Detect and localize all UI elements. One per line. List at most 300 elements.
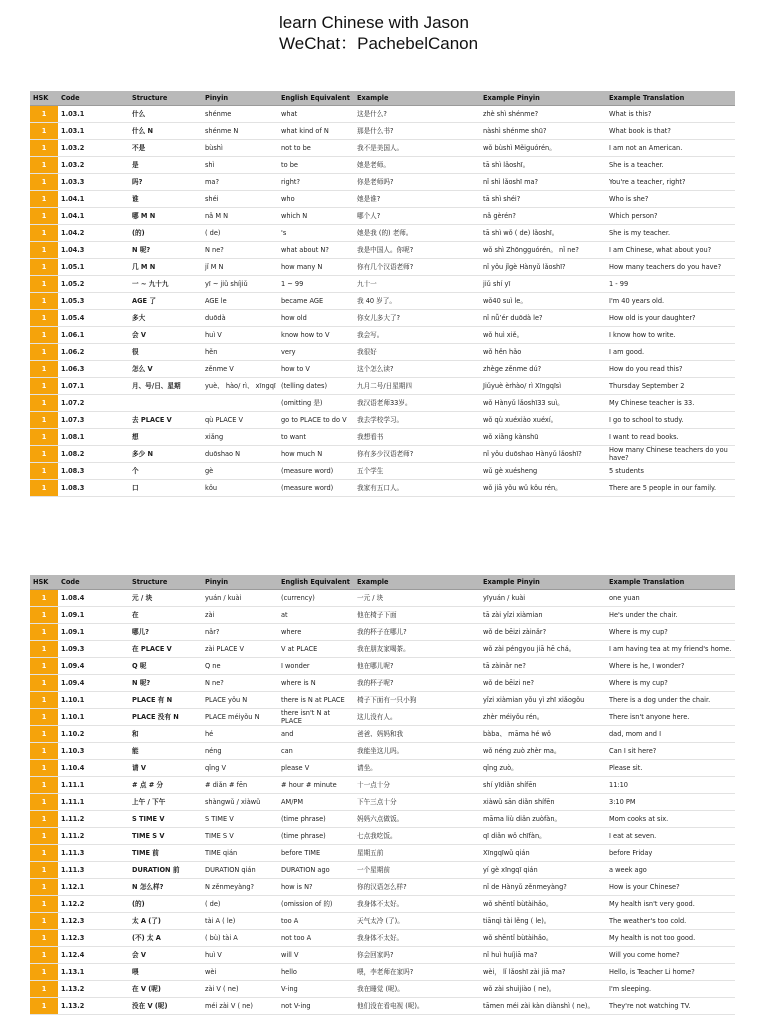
- translation-cell: I'm sleeping.: [606, 981, 735, 998]
- example-pinyin-cell: Jiǔyuè èrhào/ rì Xīngqīsì: [480, 378, 606, 395]
- blank-cell: [86, 327, 129, 344]
- structure-cell: S TIME V: [129, 811, 202, 828]
- structure-cell: 个: [129, 463, 202, 480]
- code-cell: 1.11.2: [58, 828, 86, 845]
- pinyin-cell: shénme N: [202, 123, 278, 140]
- pinyin-cell: shénme: [202, 106, 278, 123]
- table-row: [30, 607, 735, 624]
- structure-cell: 去 PLACE V: [129, 412, 202, 429]
- example-pinyin-cell: nàshì shénme shū?: [480, 123, 606, 140]
- table-row: [30, 862, 735, 879]
- table-row: [30, 225, 735, 242]
- pinyin-cell: TIME S V: [202, 828, 278, 845]
- table-row: [30, 242, 735, 259]
- structure-cell: (不) 太 A: [129, 930, 202, 947]
- pinyin-cell: shéi: [202, 191, 278, 208]
- code-cell: 1.04.1: [58, 191, 86, 208]
- translation-cell: Hello, is Teacher Li home?: [606, 964, 735, 981]
- english-cell: how is N?: [278, 879, 354, 896]
- translation-cell: What book is that?: [606, 123, 735, 140]
- example-cell: 喂，李老师在家吗?: [354, 964, 480, 981]
- example-pinyin-cell: wǒ qù xuéxiào xuéxí。: [480, 412, 606, 429]
- table-row: [30, 276, 735, 293]
- translation-cell: 5 students: [606, 463, 735, 480]
- hsk-cell: 1: [30, 429, 58, 446]
- english-cell: DURATION ago: [278, 862, 354, 879]
- example-cell: 我身体不太好。: [354, 930, 480, 947]
- translation-cell: There isn't anyone here.: [606, 709, 735, 726]
- example-cell: 你的汉语怎么样?: [354, 879, 480, 896]
- example-cell: 五个学生: [354, 463, 480, 480]
- translation-cell: Where is my cup?: [606, 675, 735, 692]
- translation-cell: 3:10 PM: [606, 794, 735, 811]
- pinyin-cell: méi zài V ( ne): [202, 998, 278, 1015]
- table-row: [30, 692, 735, 709]
- example-cell: 哪个人?: [354, 208, 480, 225]
- code-cell: 1.04.1: [58, 208, 86, 225]
- example-pinyin-cell: wǒ de bēizi ne?: [480, 675, 606, 692]
- example-pinyin-cell: wǒ huì xiě。: [480, 327, 606, 344]
- hsk-cell: 1: [30, 811, 58, 828]
- blank-cell: [86, 191, 129, 208]
- structure-cell: 请 V: [129, 760, 202, 777]
- code-cell: 1.03.1: [58, 106, 86, 123]
- hsk-cell: 1: [30, 879, 58, 896]
- code-cell: 1.06.3: [58, 361, 86, 378]
- hsk-cell: 1: [30, 641, 58, 658]
- example-pinyin-cell: yǐzi xiàmian yǒu yì zhī xiǎogǒu: [480, 692, 606, 709]
- example-cell: 我是中国人。你呢?: [354, 242, 480, 259]
- example-pinyin-cell: wǒ Hànyǔ lǎoshī33 suì。: [480, 395, 606, 412]
- example-cell: 椅子下面有一只小狗: [354, 692, 480, 709]
- pinyin-cell: qù PLACE V: [202, 412, 278, 429]
- example-pinyin-cell: tāmen méi zài kàn diànshì ( ne)。: [480, 998, 606, 1015]
- example-cell: 你是老师吗?: [354, 174, 480, 191]
- english-cell: which N: [278, 208, 354, 225]
- english-cell: go to PLACE to do V: [278, 412, 354, 429]
- blank-cell: [86, 692, 129, 709]
- blank-cell: [86, 123, 129, 140]
- translation-cell: Please sit.: [606, 760, 735, 777]
- column-header-pinyin: Pinyin: [202, 91, 278, 106]
- code-cell: 1.08.3: [58, 480, 86, 497]
- english-cell: not V-ing: [278, 998, 354, 1015]
- example-pinyin-cell: zhège zěnme dú?: [480, 361, 606, 378]
- structure-cell: (的): [129, 896, 202, 913]
- pinyin-cell: huì V: [202, 947, 278, 964]
- example-cell: 我不是美国人。: [354, 140, 480, 157]
- english-cell: (omission of 的): [278, 896, 354, 913]
- translation-cell: They're not watching TV.: [606, 998, 735, 1015]
- english-cell: how much N: [278, 446, 354, 463]
- document-header: [279, 12, 478, 54]
- pinyin-cell: bùshì: [202, 140, 278, 157]
- example-cell: 我身体不太好。: [354, 896, 480, 913]
- example-cell: 我的杯子在哪儿?: [354, 624, 480, 641]
- hsk-cell: 1: [30, 726, 58, 743]
- english-cell: right?: [278, 174, 354, 191]
- hsk-cell: 1: [30, 743, 58, 760]
- example-cell: 你女儿多大了?: [354, 310, 480, 327]
- blank-cell: [86, 293, 129, 310]
- pinyin-cell: PLACE méiyǒu N: [202, 709, 278, 726]
- pinyin-cell: ma?: [202, 174, 278, 191]
- translation-cell: She is my teacher.: [606, 225, 735, 242]
- example-pinyin-cell: tā shì shéi?: [480, 191, 606, 208]
- structure-cell: 几 M N: [129, 259, 202, 276]
- translation-cell: She is a teacher.: [606, 157, 735, 174]
- column-header-pinyin: Pinyin: [202, 575, 278, 590]
- structure-cell: (的): [129, 225, 202, 242]
- pinyin-cell: gè: [202, 463, 278, 480]
- table-row: [30, 412, 735, 429]
- structure-cell: 上午 / 下午: [129, 794, 202, 811]
- table-row: [30, 947, 735, 964]
- example-pinyin-cell: māma liù diǎn zuòfàn。: [480, 811, 606, 828]
- structure-cell: 在: [129, 607, 202, 624]
- code-cell: 1.11.3: [58, 845, 86, 862]
- example-pinyin-cell: tiānqì tài lěng ( le)。: [480, 913, 606, 930]
- blank-cell: [86, 641, 129, 658]
- hsk-cell: 1: [30, 446, 58, 463]
- example-pinyin-cell: zhèr méiyǒu rén。: [480, 709, 606, 726]
- structure-cell: 多大: [129, 310, 202, 327]
- translation-cell: How many teachers do you have?: [606, 259, 735, 276]
- table-row: [30, 794, 735, 811]
- english-cell: V at PLACE: [278, 641, 354, 658]
- english-cell: to want: [278, 429, 354, 446]
- code-cell: 1.06.2: [58, 344, 86, 361]
- english-cell: please V: [278, 760, 354, 777]
- blank-cell: [86, 225, 129, 242]
- example-cell: 他在哪儿呢?: [354, 658, 480, 675]
- hsk-cell: 1: [30, 480, 58, 497]
- example-cell: 她是谁?: [354, 191, 480, 208]
- hsk-cell: 1: [30, 378, 58, 395]
- structure-cell: 多少 N: [129, 446, 202, 463]
- pinyin-cell: qǐng V: [202, 760, 278, 777]
- blank-cell: [86, 106, 129, 123]
- english-cell: (measure word): [278, 480, 354, 497]
- hsk-cell: 1: [30, 709, 58, 726]
- pinyin-cell: shì: [202, 157, 278, 174]
- hsk-cell: 1: [30, 463, 58, 480]
- hsk-cell: 1: [30, 998, 58, 1015]
- translation-cell: I want to read books.: [606, 429, 735, 446]
- hsk-cell: 1: [30, 242, 58, 259]
- pinyin-cell: DURATION qián: [202, 862, 278, 879]
- structure-cell: 在 V (呢): [129, 981, 202, 998]
- table-row: [30, 930, 735, 947]
- blank-cell: [86, 828, 129, 845]
- example-cell: 你有多少汉语老师?: [354, 446, 480, 463]
- example-cell: 这儿没有人。: [354, 709, 480, 726]
- pinyin-cell: # diǎn # fēn: [202, 777, 278, 794]
- example-pinyin-cell: wǒ bùshì Měiguórén。: [480, 140, 606, 157]
- code-cell: 1.05.2: [58, 276, 86, 293]
- english-cell: what kind of N: [278, 123, 354, 140]
- example-pinyin-cell: yīyuán / kuài: [480, 590, 606, 607]
- structure-cell: [129, 395, 202, 412]
- example-pinyin-cell: bàba、 māma hé wǒ: [480, 726, 606, 743]
- example-cell: 我在朋友家喝茶。: [354, 641, 480, 658]
- structure-cell: 哪儿?: [129, 624, 202, 641]
- translation-cell: one yuan: [606, 590, 735, 607]
- code-cell: 1.10.1: [58, 709, 86, 726]
- translation-cell: Mom cooks at six.: [606, 811, 735, 828]
- grammar-table: [30, 91, 735, 497]
- column-header-english: English Equivalent: [278, 575, 354, 590]
- column-header-english: English Equivalent: [278, 91, 354, 106]
- english-cell: not to be: [278, 140, 354, 157]
- blank-cell: [86, 998, 129, 1015]
- blank-cell: [86, 811, 129, 828]
- grammar-table: [30, 575, 735, 1015]
- english-cell: (currency): [278, 590, 354, 607]
- code-cell: 1.08.3: [58, 463, 86, 480]
- hsk-cell: 1: [30, 607, 58, 624]
- column-header-code: Code: [58, 575, 86, 590]
- example-cell: 爸爸、妈妈和我: [354, 726, 480, 743]
- code-cell: 1.10.3: [58, 743, 86, 760]
- code-cell: 1.10.4: [58, 760, 86, 777]
- pinyin-cell: PLACE yǒu N: [202, 692, 278, 709]
- blank-cell: [86, 964, 129, 981]
- table-row: [30, 743, 735, 760]
- blank-cell: [86, 675, 129, 692]
- code-cell: 1.12.3: [58, 913, 86, 930]
- structure-cell: 会 V: [129, 327, 202, 344]
- blank-cell: [86, 378, 129, 395]
- pinyin-cell: S TIME V: [202, 811, 278, 828]
- example-pinyin-cell: wǒ hěn hǎo: [480, 344, 606, 361]
- hsk-cell: 1: [30, 327, 58, 344]
- english-cell: (time phrase): [278, 828, 354, 845]
- translation-cell: How many Chinese teachers do you have?: [606, 446, 735, 463]
- english-cell: will V: [278, 947, 354, 964]
- example-cell: 我 40 岁了。: [354, 293, 480, 310]
- table-row: [30, 140, 735, 157]
- table-row: [30, 675, 735, 692]
- blank-cell: [86, 947, 129, 964]
- pinyin-cell: TIME qián: [202, 845, 278, 862]
- blank-cell: [86, 140, 129, 157]
- table-row: [30, 998, 735, 1015]
- pinyin-cell: ( de): [202, 225, 278, 242]
- translation-cell: I'm 40 years old.: [606, 293, 735, 310]
- pinyin-cell: ( de): [202, 896, 278, 913]
- hsk-cell: 1: [30, 828, 58, 845]
- english-cell: there isn't N at PLACE: [278, 709, 354, 726]
- table-row: [30, 709, 735, 726]
- blank-cell: [86, 344, 129, 361]
- table-row: [30, 828, 735, 845]
- code-cell: 1.09.1: [58, 607, 86, 624]
- header-title: learn Chinese with Jason: [279, 13, 469, 32]
- table-row: [30, 208, 735, 225]
- structure-cell: 是: [129, 157, 202, 174]
- example-cell: 天气太冷 (了)。: [354, 913, 480, 930]
- blank-cell: [86, 463, 129, 480]
- example-cell: 这个怎么读?: [354, 361, 480, 378]
- structure-cell: 太 A (了): [129, 913, 202, 930]
- translation-cell: He's under the chair.: [606, 607, 735, 624]
- code-cell: 1.11.3: [58, 862, 86, 879]
- english-cell: not too A: [278, 930, 354, 947]
- table-row: [30, 726, 735, 743]
- hsk-cell: 1: [30, 675, 58, 692]
- translation-cell: Thursday September 2: [606, 378, 735, 395]
- table-row: [30, 879, 735, 896]
- example-pinyin-cell: wǒ néng zuò zhèr ma。: [480, 743, 606, 760]
- hsk-cell: 1: [30, 913, 58, 930]
- table-row: [30, 157, 735, 174]
- structure-cell: N 怎么样?: [129, 879, 202, 896]
- structure-cell: N 呢?: [129, 675, 202, 692]
- code-cell: 1.13.2: [58, 998, 86, 1015]
- example-cell: 七点我吃饭。: [354, 828, 480, 845]
- blank-cell: [86, 361, 129, 378]
- english-cell: who: [278, 191, 354, 208]
- column-header-hsk: HSK: [30, 91, 58, 106]
- column-header-structure: Structure: [129, 91, 202, 106]
- english-cell: where: [278, 624, 354, 641]
- structure-cell: # 点 # 分: [129, 777, 202, 794]
- example-pinyin-cell: wǒ jiā yǒu wǔ kǒu rén。: [480, 480, 606, 497]
- example-cell: 我会写。: [354, 327, 480, 344]
- translation-cell: How is your Chinese?: [606, 879, 735, 896]
- structure-cell: Q 呢: [129, 658, 202, 675]
- translation-cell: I am good.: [606, 344, 735, 361]
- column-header-translation: Example Translation: [606, 91, 735, 106]
- pinyin-cell: jǐ M N: [202, 259, 278, 276]
- header-contact: WeChat：PachebelCanon: [279, 34, 479, 53]
- code-cell: 1.12.1: [58, 879, 86, 896]
- hsk-cell: 1: [30, 412, 58, 429]
- hsk-cell: 1: [30, 259, 58, 276]
- english-cell: AM/PM: [278, 794, 354, 811]
- english-cell: know how to V: [278, 327, 354, 344]
- pinyin-cell: nǎr?: [202, 624, 278, 641]
- blank-cell: [86, 658, 129, 675]
- example-pinyin-cell: Xīngqīwǔ qián: [480, 845, 606, 862]
- pinyin-cell: [202, 395, 278, 412]
- english-cell: to be: [278, 157, 354, 174]
- english-cell: hello: [278, 964, 354, 981]
- code-cell: 1.05.1: [58, 259, 86, 276]
- hsk-cell: 1: [30, 174, 58, 191]
- column-header-blank: [86, 91, 129, 106]
- blank-cell: [86, 760, 129, 777]
- hsk-cell: 1: [30, 106, 58, 123]
- blank-cell: [86, 981, 129, 998]
- table-row: [30, 361, 735, 378]
- code-cell: 1.04.2: [58, 225, 86, 242]
- english-cell: what about N?: [278, 242, 354, 259]
- blank-cell: [86, 726, 129, 743]
- blank-cell: [86, 429, 129, 446]
- code-cell: 1.07.2: [58, 395, 86, 412]
- translation-cell: How old is your daughter?: [606, 310, 735, 327]
- structure-cell: 口: [129, 480, 202, 497]
- translation-cell: dad, mom and I: [606, 726, 735, 743]
- translation-cell: Where is he, I wonder?: [606, 658, 735, 675]
- translation-cell: Can I sit here?: [606, 743, 735, 760]
- pinyin-cell: zěnme V: [202, 361, 278, 378]
- pinyin-cell: shàngwǔ / xiàwǔ: [202, 794, 278, 811]
- code-cell: 1.08.4: [58, 590, 86, 607]
- translation-cell: Which person?: [606, 208, 735, 225]
- structure-cell: TIME 前: [129, 845, 202, 862]
- table-row: [30, 259, 735, 276]
- example-cell: 我很好: [354, 344, 480, 361]
- english-cell: and: [278, 726, 354, 743]
- column-header-blank: [86, 575, 129, 590]
- structure-cell: 很: [129, 344, 202, 361]
- english-cell: can: [278, 743, 354, 760]
- table-row: [30, 590, 735, 607]
- example-pinyin-cell: zhè shì shénme?: [480, 106, 606, 123]
- english-cell: (measure word): [278, 463, 354, 480]
- structure-cell: 元 / 块: [129, 590, 202, 607]
- blank-cell: [86, 794, 129, 811]
- blank-cell: [86, 259, 129, 276]
- structure-cell: 想: [129, 429, 202, 446]
- example-cell: 星期五前: [354, 845, 480, 862]
- pinyin-cell: hé: [202, 726, 278, 743]
- table-row: [30, 463, 735, 480]
- column-header-structure: Structure: [129, 575, 202, 590]
- structure-cell: DURATION 前: [129, 862, 202, 879]
- code-cell: 1.06.1: [58, 327, 86, 344]
- example-cell: 你会回家吗?: [354, 947, 480, 964]
- hsk-cell: 1: [30, 624, 58, 641]
- blank-cell: [86, 862, 129, 879]
- pinyin-cell: N ne?: [202, 242, 278, 259]
- structure-cell: N 呢?: [129, 242, 202, 259]
- table-row: [30, 395, 735, 412]
- column-header-hsk: HSK: [30, 575, 58, 590]
- example-pinyin-cell: nǐ shì lǎoshī ma?: [480, 174, 606, 191]
- table-row: [30, 310, 735, 327]
- structure-cell: PLACE 没有 N: [129, 709, 202, 726]
- english-cell: I wonder: [278, 658, 354, 675]
- english-cell: at: [278, 607, 354, 624]
- pinyin-cell: zài PLACE V: [202, 641, 278, 658]
- pinyin-cell: zài V ( ne): [202, 981, 278, 998]
- hsk-cell: 1: [30, 191, 58, 208]
- pinyin-cell: yuè、 hào/ rì、 xīngqī: [202, 378, 278, 395]
- translation-cell: How do you read this?: [606, 361, 735, 378]
- example-cell: 请坐。: [354, 760, 480, 777]
- table-row: [30, 344, 735, 361]
- example-cell: 下午三点十分: [354, 794, 480, 811]
- code-cell: 1.05.4: [58, 310, 86, 327]
- hsk-cell: 1: [30, 123, 58, 140]
- example-pinyin-cell: yí gè xīngqī qián: [480, 862, 606, 879]
- english-cell: # hour # minute: [278, 777, 354, 794]
- example-pinyin-cell: qǐng zuò。: [480, 760, 606, 777]
- structure-cell: 喂: [129, 964, 202, 981]
- blank-cell: [86, 845, 129, 862]
- blank-cell: [86, 157, 129, 174]
- table-row: [30, 123, 735, 140]
- code-cell: 1.09.1: [58, 624, 86, 641]
- blank-cell: [86, 242, 129, 259]
- example-pinyin-cell: tā zài yǐzi xiàmian: [480, 607, 606, 624]
- english-cell: what: [278, 106, 354, 123]
- example-pinyin-cell: nǐ nǚ’ér duōdà le?: [480, 310, 606, 327]
